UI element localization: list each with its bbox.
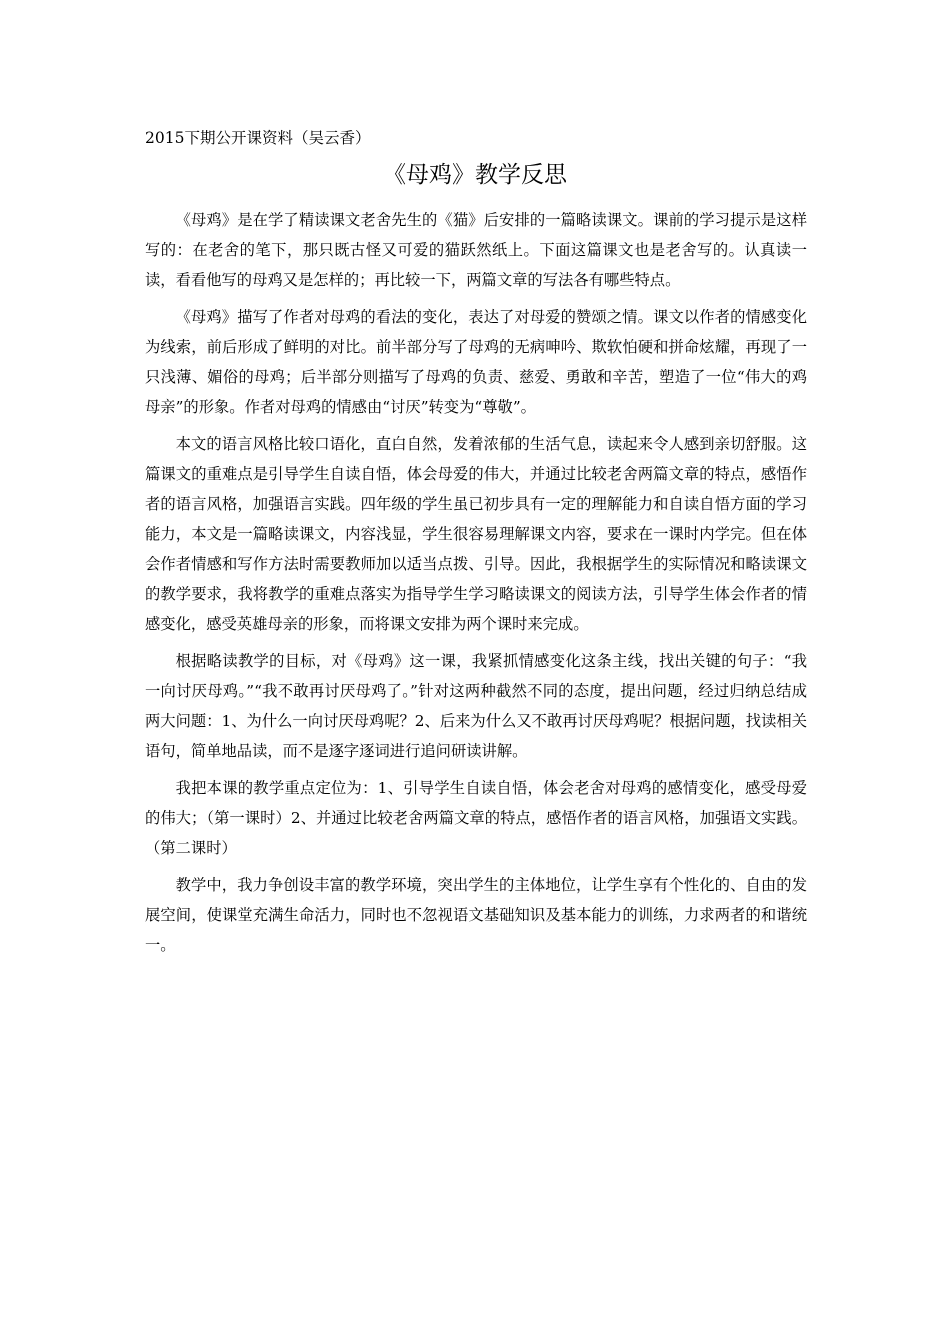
paragraph-key-sentences: 根据略读教学的目标，对《母鸡》这一课，我紧抓情感变化这条主线，找出关键的句子：“我一向讨厌母鸡。”“我不敢再讨厌母鸡了。”针对这两种截然不同的态度，提出问题，经过归纳总结成两大问题：1、为什么一向讨厌母鸡呢？2、后来为什么又不敢再讨厌母鸡呢？根据问题，找读相关语句，简单地品读，而不是逐字逐词进行追问研读讲解。 — [145, 652, 807, 760]
paragraph-conclusion: 教学中，我力争创设丰富的教学环境，突出学生的主体地位，让学生享有个性化的、自由的发展空间，使课堂充满生命活力，同时也不忽视语文基础知识及基本能力的训练，力求两者的和谐统一。 — [145, 876, 807, 954]
document-header: 2015下期公开课资料（吴云香） — [145, 129, 371, 147]
paragraph-intro: 《母鸡》是在学了精读课文老舍先生的《猫》后安排的一篇略读课文。课前的学习提示是这样写的：在老舍的笔下，那只既古怪又可爱的猫跃然纸上。下面这篇课文也是老舍写的。认真读一读，看看他写的母鸡又是怎样的；再比较一下，两篇文章的写法各有哪些特点。 — [145, 211, 807, 289]
paragraph-content-summary: 《母鸡》描写了作者对母鸡的看法的变化，表达了对母爱的赞颂之情。课文以作者的情感变化为线索，前后形成了鲜明的对比。前半部分写了母鸡的无病呻吟、欺软怕硬和拼命炫耀，再现了一只浅薄、媚俗的母鸡；后半部分则描写了母鸡的负责、慈爱、勇敢和辛苦，塑造了一位“伟大的鸡母亲”的形象。作者对母鸡的情感由“讨厌”转变为“尊敬”。 — [145, 308, 807, 416]
paragraph-teaching-focus: 我把本课的教学重点定位为：1、引导学生自读自悟，体会老舍对母鸡的感情变化，感受母爱的伟大；（第一课时）2、并通过比较老舍两篇文章的特点，感悟作者的语言风格，加强语文实践。（第二课时） — [145, 779, 807, 857]
document-body — [145, 205, 807, 967]
paragraph-teaching-analysis: 本文的语言风格比较口语化，直白自然，发着浓郁的生活气息，读起来令人感到亲切舒服。这篇课文的重难点是引导学生自读自悟，体会母爱的伟大，并通过比较老舍两篇文章的特点，感悟作者的语言风格，加强语言实践。四年级的学生虽已初步具有一定的理解能力和自读自悟方面的学习能力，本文是一篇略读课文，内容浅显，学生很容易理解课文内容，要求在一课时内学完。但在体会作者情感和写作方法时需要教师加以适当点拨、引导。因此，我根据学生的实际情况和略读课文的教学要求，我将教学的重难点落实为指导学生学习略读课文的阅读方法，引导学生体会作者的情感变化，感受英雄母亲的形象，而将课文安排为两个课时来完成。 — [145, 435, 807, 633]
document-title: 《母鸡》教学反思 — [383, 162, 567, 188]
